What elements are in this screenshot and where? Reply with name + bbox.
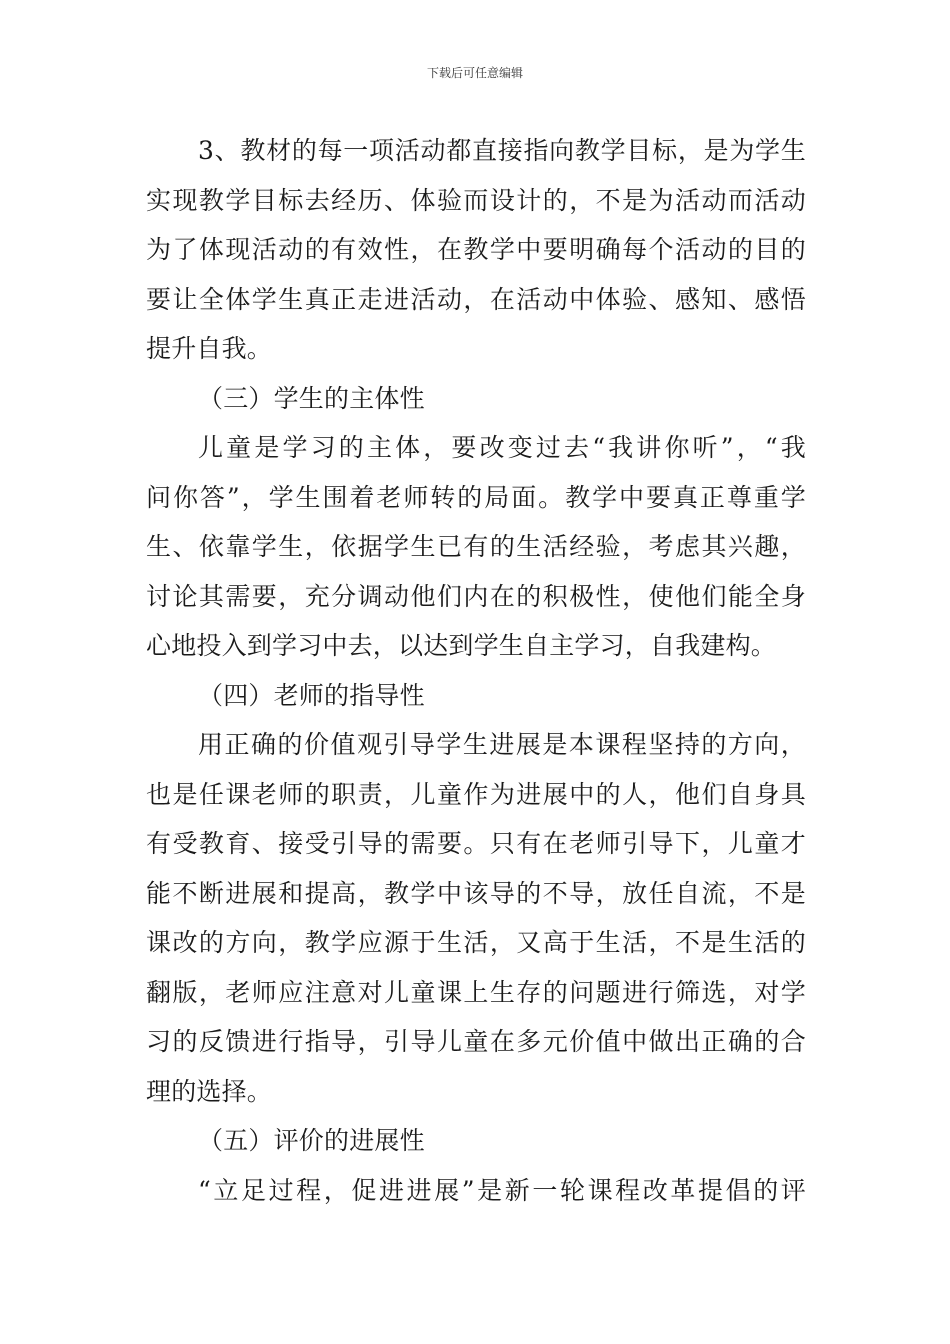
paragraph-line: 习的反馈进行指导，引导儿童在多元价值中做出正确的合 xyxy=(146,1027,806,1056)
paragraph-line: 要让全体学生真正走进活动，在活动中体验、感知、感悟 xyxy=(146,284,806,314)
page-header: 下载后可任意编辑 xyxy=(426,66,523,80)
paragraph-line: “立足过程，促进进展”是新一轮课程改革提倡的评 xyxy=(198,1175,806,1205)
paragraph-line: 生、依靠学生，依据学生已有的生活经验，考虑其兴趣， xyxy=(146,532,806,561)
paragraph-line: 也是任课老师的职责，儿童作为进展中的人，他们自身具 xyxy=(146,779,806,809)
paragraph-line: 能不断进展和提高，教学中该导的不导，放任自流，不是 xyxy=(146,878,806,908)
paragraph-line: 问你答”，学生围着老师转的局面。教学中要真正尊重学 xyxy=(146,482,806,512)
section-heading: （四）老师的指导性 xyxy=(198,680,425,710)
paragraph-line: 实现教学目标去经历、体验而设计的，不是为活动而活动 xyxy=(146,185,806,215)
section-heading: （三）学生的主体性 xyxy=(198,383,425,413)
paragraph-line: 理的选择。 xyxy=(146,1076,273,1106)
paragraph-line: 提升自我。 xyxy=(146,334,273,363)
paragraph-line: 用正确的价值观引导学生进展是本课程坚持的方向， xyxy=(198,730,806,759)
paragraph-line: 翻版，老师应注意对儿童课上生存的问题进行筛选，对学 xyxy=(146,977,806,1007)
paragraph-line: 儿童是学习的主体，要改变过去“我讲你听”，“我 xyxy=(198,433,806,462)
paragraph-line: 讨论其需要，充分调动他们内在的积极性，使他们能全身 xyxy=(146,581,806,611)
paragraph-line: 有受教育、接受引导的需要。只有在老师引导下，儿童才 xyxy=(146,829,806,858)
section-heading: （五）评价的进展性 xyxy=(198,1126,425,1155)
paragraph-line: 3、教材的每一项活动都直接指向教学目标，是为学生 xyxy=(198,136,806,165)
paragraph-line: 课改的方向，教学应源于生活，又高于生活，不是生活的 xyxy=(146,928,806,957)
document-body xyxy=(146,126,806,1215)
paragraph-line: 为了体现活动的有效性，在教学中要明确每个活动的目的 xyxy=(146,235,806,264)
paragraph-line: 心地投入到学习中去，以达到学生自主学习，自我建构。 xyxy=(146,631,777,660)
